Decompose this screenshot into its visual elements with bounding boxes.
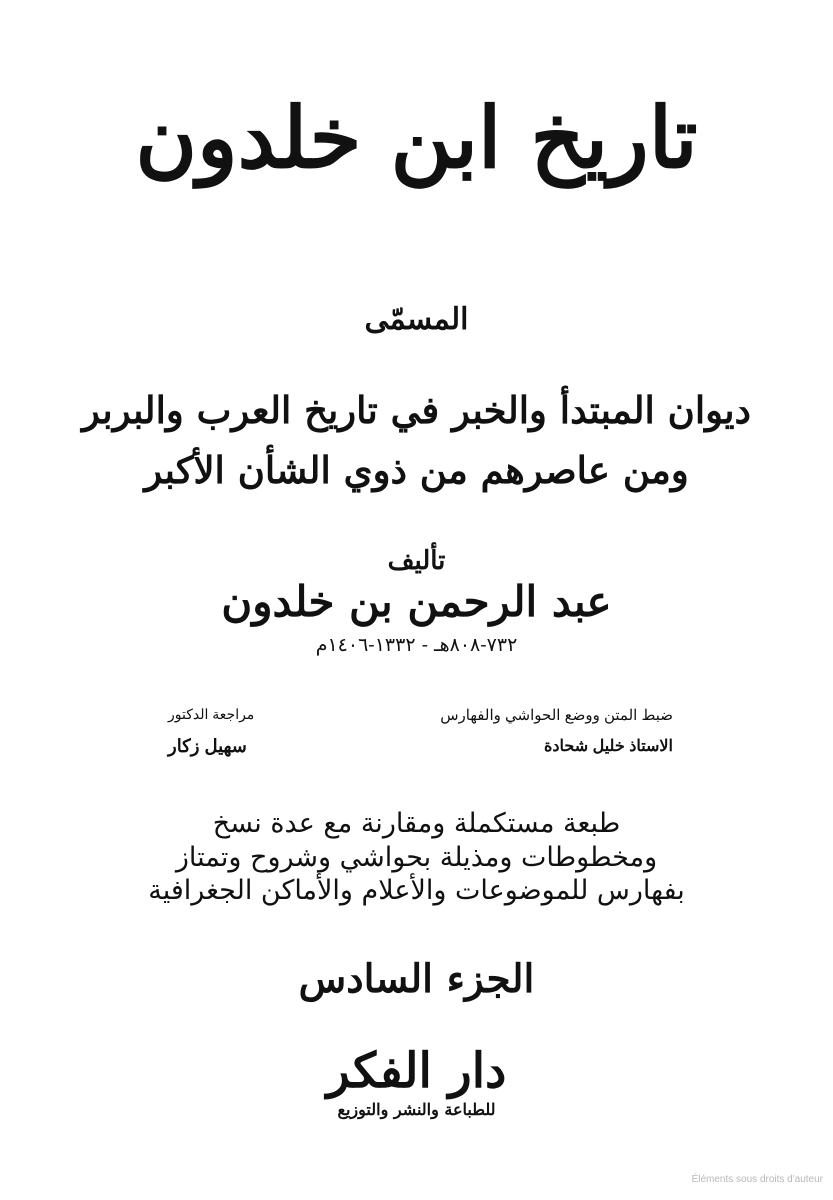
editor-name: الاستاذ خليل شحادة: [544, 738, 673, 755]
volume-label: الجزء السادس: [298, 956, 535, 1002]
subtitle-line-2: ومن عاصرهم من ذوي الشأن الأكبر: [144, 448, 689, 492]
named-label: المسمّى: [364, 302, 469, 337]
publisher-subline: للطباعة والنشر والتوزيع: [337, 1100, 496, 1119]
edition-note-line-3: بفهارس للموضوعات والأعلام والأماكن الجغرافية: [148, 875, 685, 906]
editor-role: ضبط المتن ووضع الحواشي والفهارس: [440, 707, 673, 724]
authorship-label: تأليف: [387, 546, 446, 576]
reviewer-role: مراجعة الدكتور: [168, 706, 255, 722]
copyright-watermark: Éléments sous droits d'auteur: [691, 1174, 823, 1185]
reviewer-name: سهيل زكار: [168, 736, 247, 756]
edition-note-line-2: ومخطوطات ومذيلة بحواشي وشروح وتمتاز: [175, 842, 658, 873]
book-title: تاريخ ابن خلدون: [135, 88, 698, 187]
author-dates: ٧٣٢-٨٠٨هـ - ١٣٣٢-١٤٠٦م: [315, 634, 518, 656]
edition-note-line-1: طبعة مستكملة ومقارنة مع عدة نسخ: [212, 808, 621, 839]
subtitle-line-1: ديوان المبتدأ والخبر في تاريخ العرب والبربر: [82, 388, 751, 432]
author-name: عبد الرحمن بن خلدون: [221, 577, 612, 626]
publisher-logo: دار الفكر: [326, 1043, 507, 1099]
